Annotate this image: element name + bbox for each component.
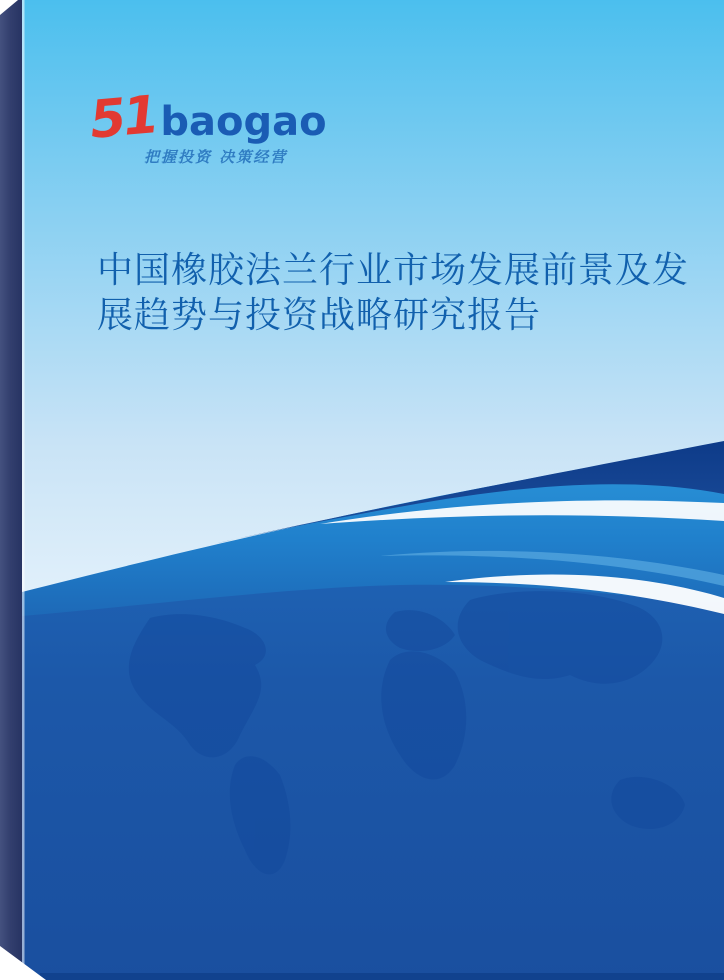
bottom-edge-shadow [40,973,724,980]
report-title-line-2: 展趋势与投资战略研究报告 [97,295,542,336]
logo [87,85,327,166]
report-title [97,248,697,338]
book-spine [0,0,22,980]
spine-seam [22,0,25,980]
report-title-line-1: 中国橡胶法兰行业市场发展前景及发 [97,250,690,291]
logo-row [87,85,327,151]
logo-tagline: 把握投资 决策经营 [144,148,288,166]
logo-wordmark: baogao [160,99,327,145]
logo-51-mark-icon: 51 [87,85,159,151]
